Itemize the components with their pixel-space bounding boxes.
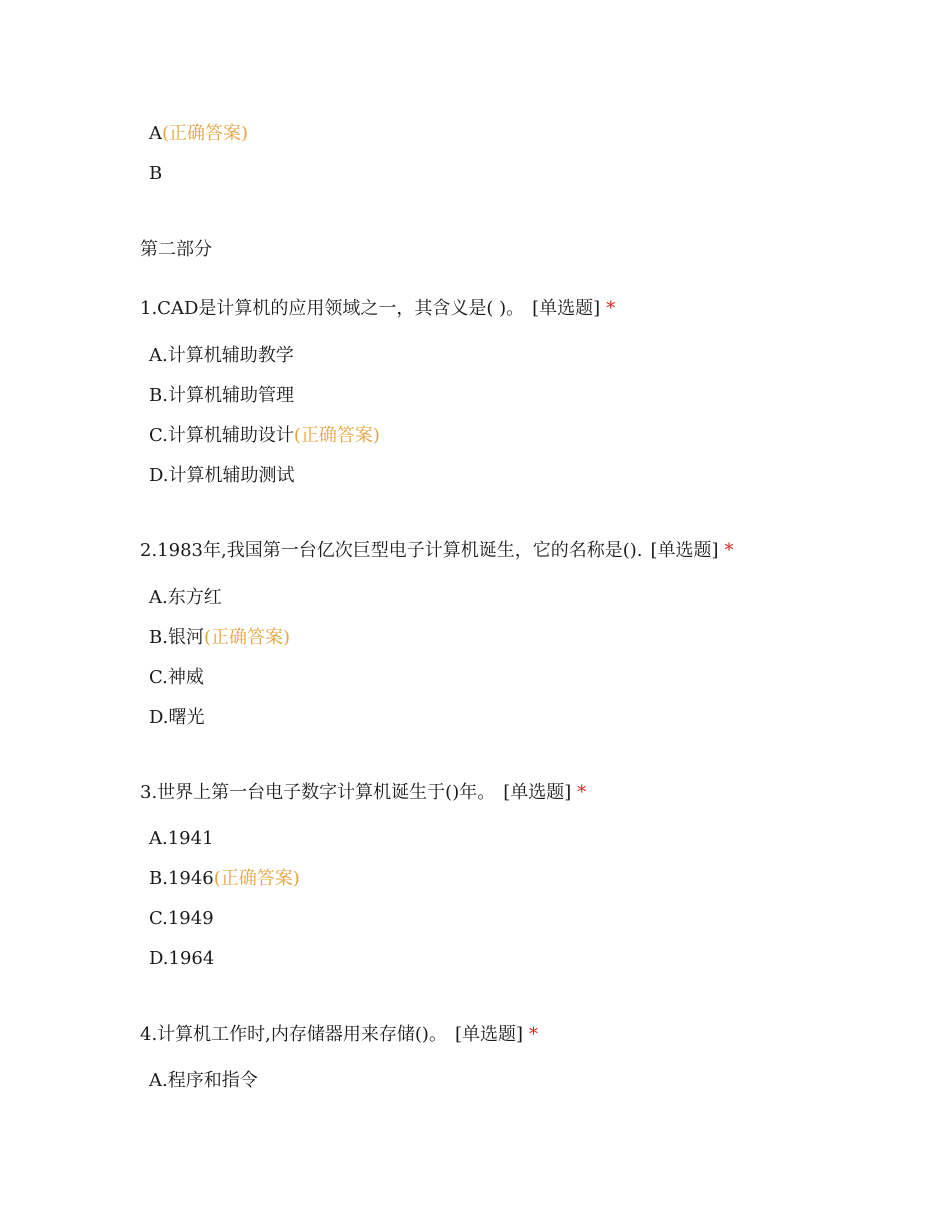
option-q3-a	[149, 828, 214, 850]
question-text: 4.计算机工作时,内存储器用来存储()。	[140, 1024, 447, 1045]
option-q1-b	[149, 385, 294, 407]
option-label: A.计算机辅助教学	[149, 345, 294, 366]
required-mark: *	[724, 540, 734, 561]
correct-answer-mark: (正确答案)	[293, 425, 380, 446]
option-label: C.计算机辅助设计	[149, 425, 294, 446]
question-type: [单选题]	[454, 1024, 523, 1045]
option-label: A.1941	[149, 828, 214, 849]
question-type: [单选题]	[532, 298, 601, 319]
required-mark: *	[577, 782, 587, 803]
option-prev-a	[149, 123, 248, 145]
option-q1-a	[149, 345, 294, 367]
required-mark: *	[606, 298, 616, 319]
option-label: A.东方红	[149, 587, 222, 608]
question-text: 3.世界上第一台电子数字计算机诞生于()年。	[140, 782, 496, 803]
option-label: B.1946	[149, 868, 214, 889]
option-q2-a	[149, 587, 222, 609]
question-4	[140, 1024, 538, 1046]
option-q2-b	[149, 627, 290, 649]
question-type: [单选题]	[503, 782, 572, 803]
option-q3-d	[149, 948, 214, 970]
option-q1-d	[149, 465, 295, 487]
option-label: C.神威	[149, 667, 204, 688]
option-label: B.银河	[149, 627, 204, 648]
option-label: B	[149, 163, 163, 184]
option-q3-b	[149, 868, 300, 890]
correct-answer-mark: (正确答案)	[203, 627, 290, 648]
option-q2-d	[149, 707, 205, 729]
question-text: 2.1983年,我国第一台亿次巨型电子计算机诞生，它的名称是().	[140, 540, 643, 561]
option-label: A	[149, 123, 162, 144]
question-text: 1.CAD是计算机的应用领域之一，其含义是( )。	[140, 298, 525, 319]
option-q4-a	[149, 1070, 258, 1092]
option-label: D.计算机辅助测试	[149, 465, 295, 486]
option-label: D.1964	[149, 948, 215, 969]
correct-answer-mark: (正确答案)	[213, 868, 300, 889]
option-q1-c	[149, 425, 380, 447]
question-type: [单选题]	[650, 540, 719, 561]
option-q3-c	[149, 908, 214, 930]
option-label: A.程序和指令	[149, 1070, 258, 1091]
option-prev-b	[149, 163, 162, 185]
required-mark: *	[529, 1024, 538, 1045]
option-q2-c	[149, 667, 204, 689]
question-3	[140, 782, 586, 804]
question-1	[140, 298, 615, 320]
section-title: 第二部分	[140, 239, 212, 260]
option-label: C.1949	[149, 908, 214, 929]
question-2	[140, 540, 734, 562]
correct-answer-mark: (正确答案)	[162, 123, 249, 144]
option-label: B.计算机辅助管理	[149, 385, 294, 406]
option-label: D.曙光	[149, 707, 205, 728]
